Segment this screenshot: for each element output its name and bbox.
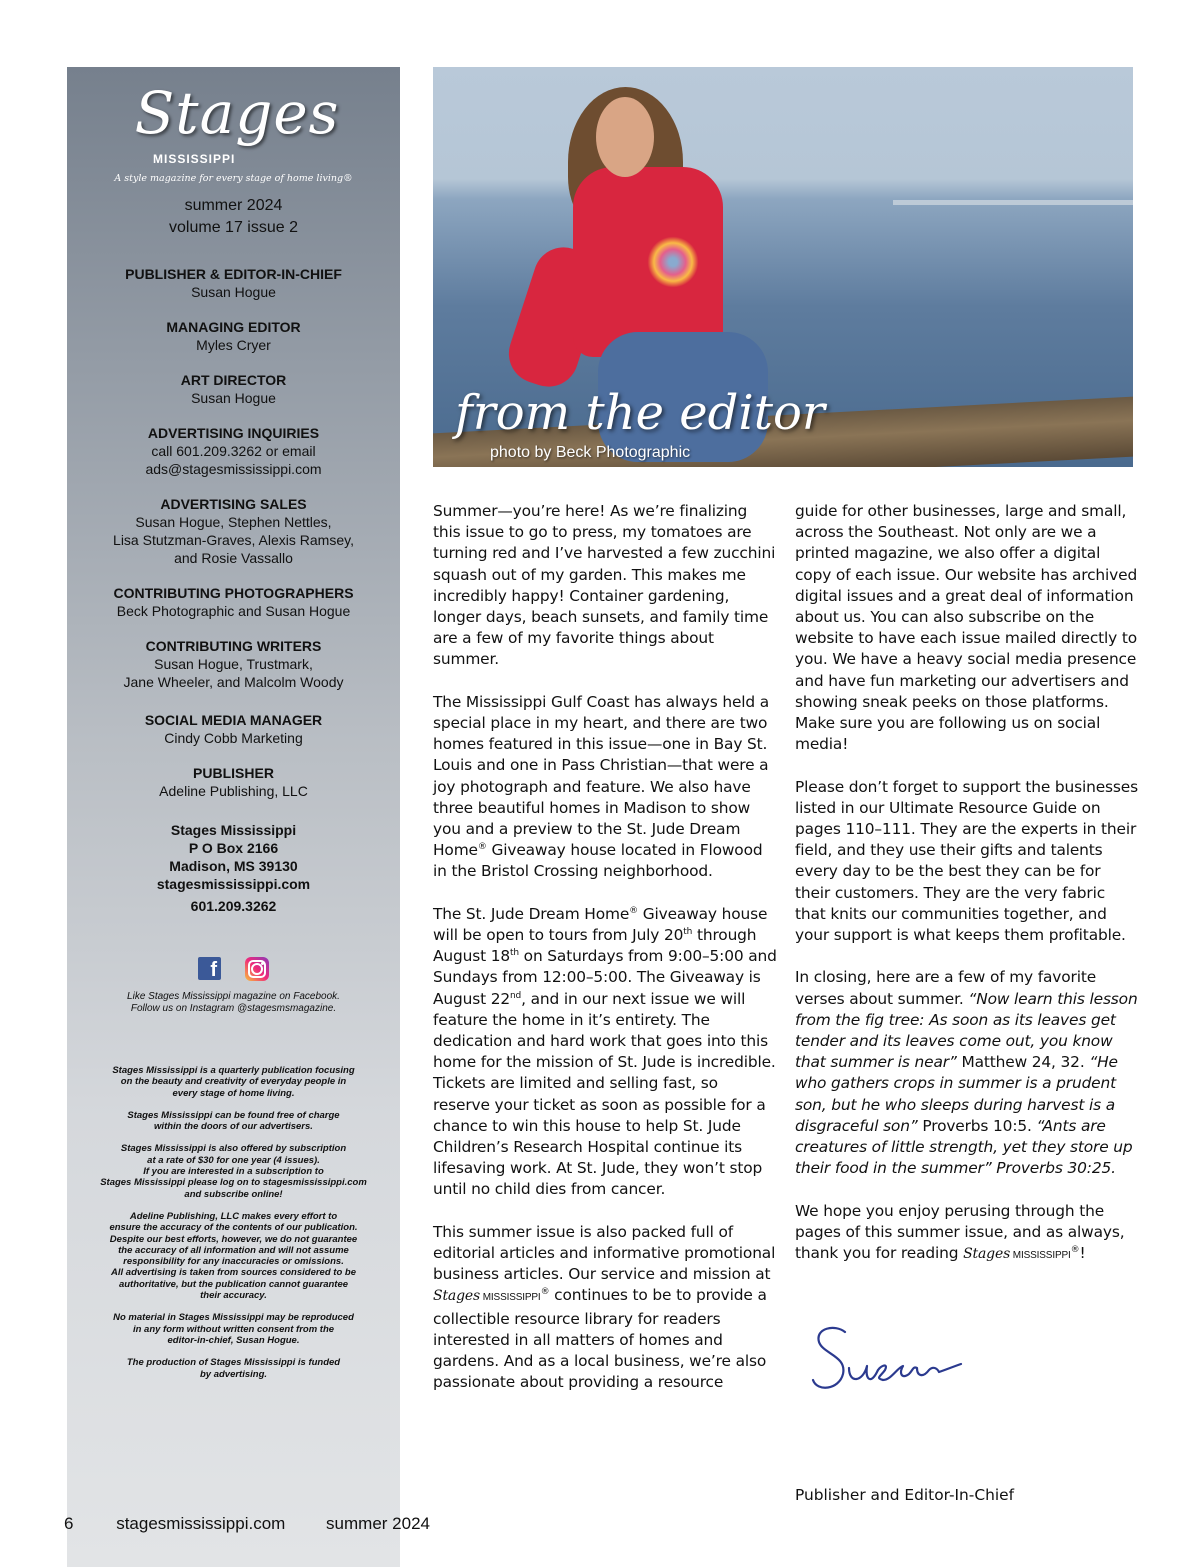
distant-shoreline — [893, 200, 1133, 205]
phone-number: 601.209.3262 — [190, 898, 277, 914]
article-paragraph — [433, 692, 778, 883]
staff-name: Adeline Publishing, LLC — [159, 783, 308, 799]
editor-signature — [805, 1318, 975, 1408]
logo-state: MISSISSIPPI — [153, 152, 236, 166]
text-run: Giveaway house will be open to tours from July 20 — [433, 904, 768, 945]
article-paragraph — [433, 1222, 778, 1394]
registered-mark: ® — [1070, 1244, 1080, 1255]
fine-print-paragraph — [73, 1357, 394, 1380]
instagram-icon[interactable] — [245, 957, 269, 981]
text-run: This summer issue is also packed full of editorial articles and informative promotional business articles. Our service and mission at — [433, 1222, 776, 1284]
staff-name: Susan Hogue, Trustmark, — [154, 656, 313, 672]
fine-line: at a rate of $30 for one year (4 issues). — [147, 1154, 320, 1166]
text-run: continues to be to provide a collectible resource library for readers interested in all matters of homes and gardens. And as a local business, we’re also passionate about providing a resource — [433, 1286, 767, 1392]
staff-name: Myles Cryer — [196, 337, 271, 353]
fine-line: ensure the accuracy of the contents of our publication. — [109, 1222, 358, 1234]
text-run: Proverbs 10:5. — [917, 1116, 1037, 1135]
fine-line: Stages Mississippi please log on to stagesmississippi.com — [100, 1177, 367, 1189]
fine-line: and subscribe online! — [184, 1188, 283, 1200]
staff-role: MANAGING EDITOR — [166, 319, 301, 335]
staff-role: PUBLISHER — [193, 765, 274, 781]
blouse-embroidery — [643, 232, 703, 292]
staff-group — [67, 764, 400, 800]
brand-caps: MISSISSIPPI — [480, 1292, 541, 1304]
text-run: Giveaway house located in Flowood in the Bristol Crossing neighborhood. — [433, 841, 763, 881]
text-run: ! — [1079, 1244, 1086, 1263]
ordinal-suffix: th — [683, 926, 693, 937]
staff-group — [67, 637, 400, 691]
article-paragraph: Summer—you’re here! As we’re finalizing this issue to go to press, my tomatoes are turning red and I’ve harvested a few zucchini squash out of my garden. This makes me incredibly happy! Container gardening, longer days, beach sunsets, and family time are a few of my favorite things about summer. — [433, 502, 776, 669]
editor-face — [596, 97, 654, 177]
text-run: Matthew 24, 32. — [956, 1053, 1090, 1072]
staff-name: call 601.209.3262 or email — [151, 443, 316, 459]
staff-group — [67, 371, 400, 407]
social-text — [67, 991, 400, 1015]
fine-line: authoritative, but the publication cannot guarantee — [118, 1278, 349, 1290]
fine-line: every stage of home living. — [172, 1087, 295, 1099]
signature-caption: Publisher and Editor-In-Chief — [795, 1486, 1015, 1504]
ordinal-suffix: nd — [510, 990, 522, 1001]
issue-info — [67, 195, 400, 239]
text-run: The St. Jude Dream Home — [433, 904, 630, 923]
fine-line: the accuracy of all information and will not assume — [118, 1244, 349, 1256]
fine-print-paragraph — [73, 1065, 394, 1099]
fine-line: Stages Mississippi can be found free of charge — [127, 1109, 340, 1121]
fine-print-paragraph — [73, 1312, 394, 1346]
logo-tagline: A style magazine for every stage of home living® — [114, 173, 353, 184]
facebook-line: Like Stages Mississippi magazine on Facebook. — [127, 991, 340, 1002]
brand-script: Stages — [433, 1288, 481, 1305]
staff-role: PUBLISHER & EDITOR-IN-CHIEF — [125, 266, 342, 282]
text-run: , and in our next issue we will feature the home in it’s entirety. The dedication and hard work that goes into this home for the mission of St. Jude is incredible. Tickets are limited and selling fast, so reserve your ticket as soon as possible for a chance to win this house to help St. Jude Children’s Research Hospital continue its lifesaving work. At St. Jude, they won’t stop until no child dies from cancer. — [433, 989, 776, 1199]
fine-line: Stages Mississippi is a quarterly publication focusing — [112, 1065, 355, 1076]
article-paragraph — [433, 904, 778, 1201]
staff-name: Lisa Stutzman-Graves, Alexis Ramsey, — [113, 532, 354, 548]
staff-name: Beck Photographic and Susan Hogue — [116, 603, 351, 619]
address-line: Stages Mississippi — [170, 822, 297, 838]
staff-name: Susan Hogue — [191, 390, 276, 406]
brand-script: Stages — [963, 1246, 1011, 1263]
text-run: In closing, here are a few of my favorite verses about summer. — [795, 968, 1097, 1008]
staff-role: SOCIAL MEDIA MANAGER — [144, 712, 323, 728]
fine-line: responsibility for any inaccuracies or omissions. — [123, 1256, 344, 1268]
website-link[interactable]: stagesmississippi.com — [156, 876, 311, 892]
stages-logo — [67, 77, 400, 187]
fine-line: Stages Mississippi is also offered by subscription — [120, 1143, 347, 1155]
staff-name: Jane Wheeler, and Malcolm Woody — [123, 674, 344, 690]
fine-line: within the doors of our advertisers. — [154, 1121, 313, 1133]
page-footer — [64, 1514, 466, 1534]
bible-quote: “Now learn this lesson from the fig tree: As soon as its leaves get tender and its leaves come out, you know that summer is near” — [795, 989, 1138, 1072]
ordinal-suffix: th — [510, 948, 519, 959]
fine-line: No material in Stages Mississippi may be reproduced — [113, 1312, 354, 1324]
staff-role: ADVERTISING SALES — [160, 496, 307, 512]
fine-print-paragraph — [73, 1110, 394, 1133]
registered-mark: ® — [629, 905, 639, 916]
staff-role: ART DIRECTOR — [180, 372, 287, 388]
fine-print — [73, 1065, 394, 1391]
staff-group — [67, 584, 400, 620]
issue-season: summer 2024 — [184, 197, 283, 214]
staff-group — [67, 318, 400, 354]
text-run: We hope you enjoy perusing through the pages of this summer issue, and as always, thank you for reading — [795, 1201, 1125, 1263]
instagram-icon-dot — [261, 962, 264, 965]
page-number: 6 — [64, 1514, 74, 1533]
fine-line: If you are interested in a subscription to — [143, 1166, 324, 1178]
fine-line: Despite our best efforts, however, we do not guarantee — [109, 1233, 358, 1245]
staff-list — [67, 265, 400, 817]
fine-print-paragraph — [73, 1143, 394, 1199]
staff-group — [67, 265, 400, 301]
mailing-address — [67, 821, 400, 915]
footer-site[interactable]: stagesmississippi.com — [116, 1514, 286, 1533]
staff-role: CONTRIBUTING PHOTOGRAPHERS — [113, 585, 354, 601]
fine-print-paragraph — [73, 1211, 394, 1301]
fine-line: editor-in-chief, Susan Hogue. — [167, 1334, 300, 1346]
fine-line: Adeline Publishing, LLC makes every effort to — [129, 1210, 338, 1222]
staff-name: Susan Hogue — [191, 284, 276, 300]
article-column-left — [433, 501, 778, 1415]
text-run: on Saturdays from 9:00–5:00 and Sundays from 12:00–5:00. The Giveaway is August 22 — [433, 947, 777, 1008]
staff-role: ADVERTISING INQUIRIES — [147, 425, 320, 441]
footer-issue: summer 2024 — [326, 1514, 430, 1533]
staff-name: and Rosie Vassallo — [174, 550, 293, 566]
fine-line: on the beauty and creativity of everyday people in — [120, 1076, 347, 1088]
brand-caps: MISSISSIPPI — [1010, 1250, 1071, 1262]
address-line: Madison, MS 39130 — [169, 858, 298, 874]
article-paragraph: guide for other businesses, large and small, across the Southeast. Not only are we a printed magazine, we also offer a digital copy of each issue. Our website has archived digital issues and a great deal of information about us. You can also subscribe on the website to have each issue mailed directly to you. We have a heavy social media presence and have fun marketing our advertisers and showing sneak peeks on those platforms. Make sure you are following us on social media! — [795, 502, 1138, 754]
registered-mark: ® — [477, 842, 487, 853]
staff-name: Susan Hogue, Stephen Nettles, — [135, 514, 332, 530]
bible-quote: “Ants are creatures of little strength, yet they store up their food in the summer” Proverbs 30:25. — [795, 1116, 1133, 1178]
address-line: P O Box 2166 — [188, 840, 279, 856]
article-paragraph: Please don’t forget to support the businesses listed in our Ultimate Resource Guide on pages 110–111. They are the experts in their field, and they use their gifts and talents every day to be the best they can be for their customers. They are the very fabric that knits our communities together, and your support is what keeps them profitable. — [795, 777, 1138, 945]
instagram-line: Follow us on Instagram @stagesmsmagazine. — [130, 1003, 337, 1014]
section-title: from the editor — [455, 385, 825, 441]
fine-line: All advertising is taken from sources considered to be — [111, 1267, 356, 1279]
bible-quote: “He who gathers crops in summer is a prudent son, but he who sleeps during harvest is a disgraceful son” — [795, 1053, 1118, 1135]
article-paragraph — [795, 967, 1140, 1179]
photo-credit: photo by Beck Photographic — [490, 444, 691, 461]
article-column-right — [795, 501, 1140, 1287]
social-icons — [67, 957, 400, 985]
text-run: through August 18 — [433, 926, 757, 966]
registered-mark: ® — [540, 1287, 550, 1298]
staff-name: Cindy Cobb Marketing — [164, 730, 303, 746]
facebook-icon[interactable]: f — [198, 957, 221, 980]
fine-line: their accuracy. — [200, 1290, 267, 1302]
logo-script: Stages — [134, 79, 340, 147]
staff-email[interactable]: ads@stagesmississippi.com — [145, 461, 322, 477]
staff-group — [67, 711, 400, 747]
fine-line: by advertising. — [199, 1368, 268, 1380]
fine-line: in any form without written consent from the — [132, 1323, 335, 1335]
staff-group — [67, 424, 400, 478]
staff-role: CONTRIBUTING WRITERS — [145, 638, 322, 654]
fine-line: The production of Stages Mississippi is funded — [126, 1357, 341, 1369]
staff-group — [67, 495, 400, 567]
masthead-sidebar — [67, 67, 400, 1567]
article-paragraph — [795, 1201, 1140, 1267]
text-run: The Mississippi Gulf Coast has always held a special place in my heart, and there are two homes featured in this issue—one in Bay St. Louis and one in Pass Christian—that were a joy photograph and feature. We also have three beautiful homes in Madison to show you and a preview to the St. Jude Dream Home — [433, 692, 770, 860]
issue-volume: volume 17 issue 2 — [169, 219, 298, 236]
